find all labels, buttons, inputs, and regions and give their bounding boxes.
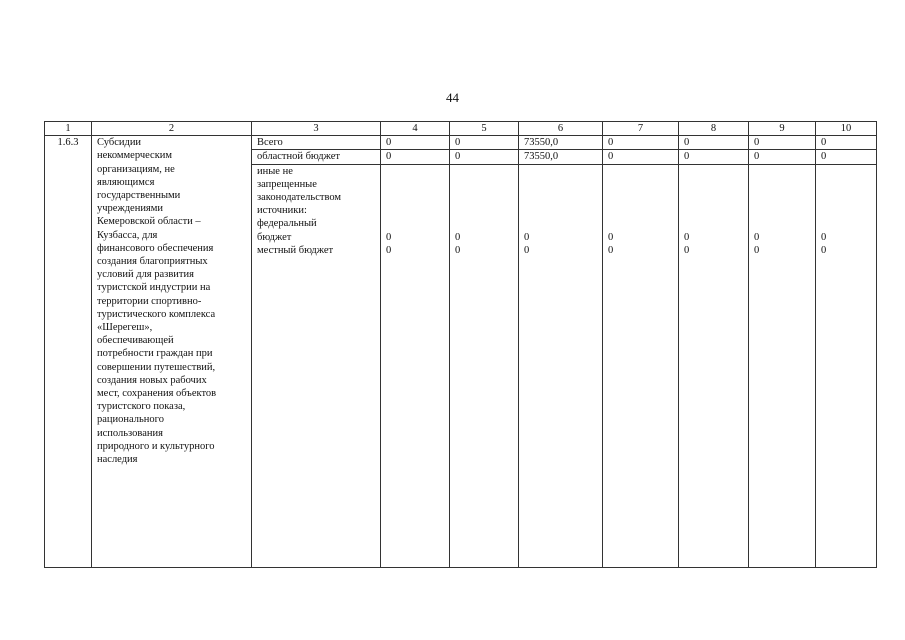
value-cell: 0: [381, 150, 450, 164]
value-cell: 0: [679, 150, 749, 164]
value-cell: 0: [450, 150, 519, 164]
value-cell: 0 0: [603, 164, 679, 567]
value-cell: 0: [816, 150, 877, 164]
row-code: 1.6.3: [45, 136, 92, 568]
page-number: 44: [446, 90, 459, 105]
value-cell: 0: [450, 136, 519, 150]
value-cell: 0: [679, 136, 749, 150]
col-header-2: 2: [92, 122, 252, 136]
value-cell: 0 0: [381, 164, 450, 567]
value-cell: 0: [749, 150, 816, 164]
col-header-6: 6: [519, 122, 603, 136]
value-cell: 0 0: [816, 164, 877, 567]
col-header-8: 8: [679, 122, 749, 136]
col-header-4: 4: [381, 122, 450, 136]
value-cell: 0 0: [679, 164, 749, 567]
value-cell: 0: [749, 136, 816, 150]
col-header-7: 7: [603, 122, 679, 136]
col-header-1: 1: [45, 122, 92, 136]
value-cell: 0: [381, 136, 450, 150]
budget-table-container: [44, 121, 876, 568]
source-label-total: Всего: [252, 136, 381, 150]
value-cell: 0: [603, 136, 679, 150]
value-cell: 0 0: [519, 164, 603, 567]
source-label-other: иные не запрещенные законодательством источники: федеральный бюджет местный бюджет: [252, 164, 381, 567]
value-cell: 73550,0: [519, 150, 603, 164]
col-header-5: 5: [450, 122, 519, 136]
col-header-9: 9: [749, 122, 816, 136]
value-cell: 0 0: [450, 164, 519, 567]
col-header-3: 3: [252, 122, 381, 136]
value-cell: 0 0: [749, 164, 816, 567]
source-label-regional: областной бюджет: [252, 150, 381, 164]
header-row: [45, 122, 877, 136]
value-cell: 0: [816, 136, 877, 150]
value-cell: 73550,0: [519, 136, 603, 150]
value-cell: 0: [603, 150, 679, 164]
col-header-10: 10: [816, 122, 877, 136]
budget-table: [44, 121, 877, 568]
row-description: Субсидии некоммерческим организациям, не являющимся государственными учреждениями Кемеровской области – Кузбасса, для финансового обеспечения создания благоприятных условий для развития туристской индустрии на территории спортивно- туристического комплекса «Шерегеш», обеспечивающей потребности граждан при совершении путешествий, создания новых рабочих мест, сохранения объектов туристского показа, рационального использования природного и культурного наследия: [92, 136, 252, 568]
table-row-total: [45, 136, 877, 150]
